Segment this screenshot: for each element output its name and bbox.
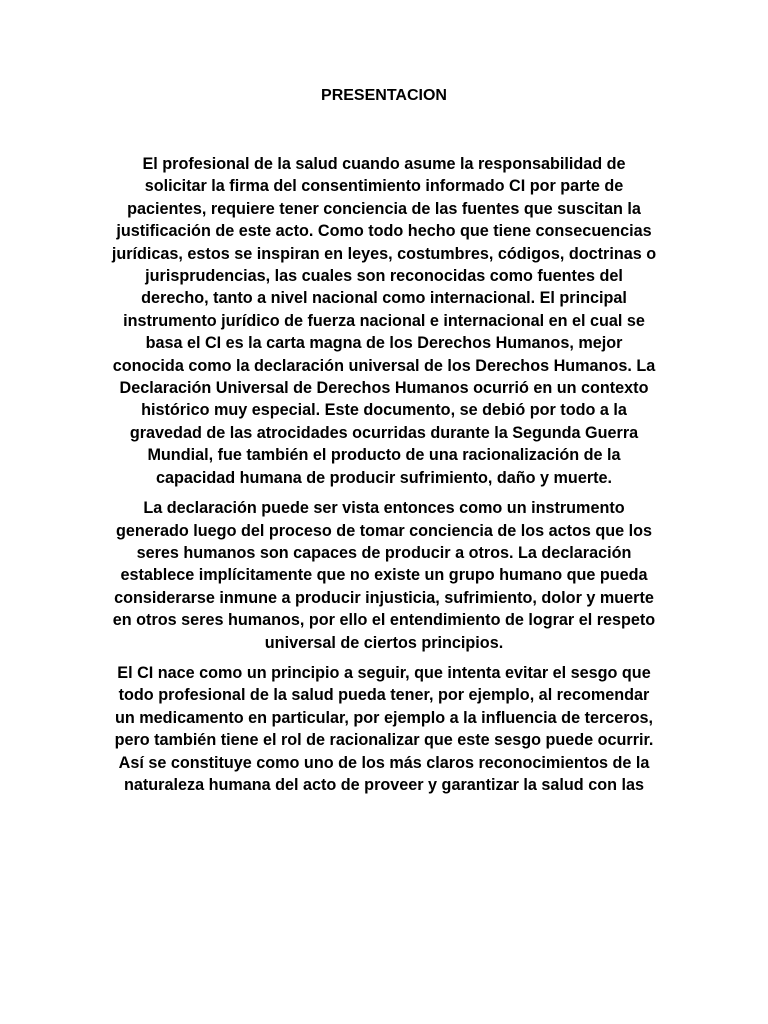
paragraph-1: El profesional de la salud cuando asume la responsabilidad de solicitar la firma del consentimiento informado CI por parte de pacientes, requiere tener conciencia de las fuentes que suscitan la justificación de este acto. Como todo hecho que tiene consecuencias jurídicas, estos se inspiran en leyes, costumbres, códigos, doctrinas o jurisprudencias, las cuales son reconocidas como fuentes del derecho, tanto a nivel nacional como internacional. El principal instrumento jurídico de fuerza nacional e internacional en el cual se basa el CI es la carta magna de los Derechos Humanos, mejor conocida como la declaración universal de los Derechos Humanos. La Declaración Universal de Derechos Humanos ocurrió en un contexto histórico muy especial. Este documento, se debió por todo a la gravedad de las atrocidades ocurridas durante la Segunda Guerra Mundial, fue también el producto de una racionalización de la capacidad humana de producir sufrimiento, daño y muerte. (111, 155, 657, 487)
paragraph-2: La declaración puede ser vista entonces como un instrumento generado luego del proceso de tomar conciencia de los actos que los seres humanos son capaces de producir a otros. La declaración establece implícitamente que no existe un grupo humano que pueda considerarse inmune a producir injusticia, sufrimiento, dolor y muerte en otros seres humanos, por ello el entendimiento de lograr el respeto universal de ciertos principios. (112, 499, 656, 652)
document-body (110, 153, 658, 796)
paragraph-3: El CI nace como un principio a seguir, que intenta evitar el sesgo que todo profesional de la salud pueda tener, por ejemplo, al recomendar un medicamento en particular, por ejemplo a la influencia de terceros, pero también tiene el rol de racionalizar que este sesgo puede ocurrir. Así se constituye como uno de los más claros reconocimientos de la naturaleza humana del acto de proveer y garantizar la salud con las (114, 663, 654, 794)
document-title: PRESENTACION (321, 87, 447, 104)
